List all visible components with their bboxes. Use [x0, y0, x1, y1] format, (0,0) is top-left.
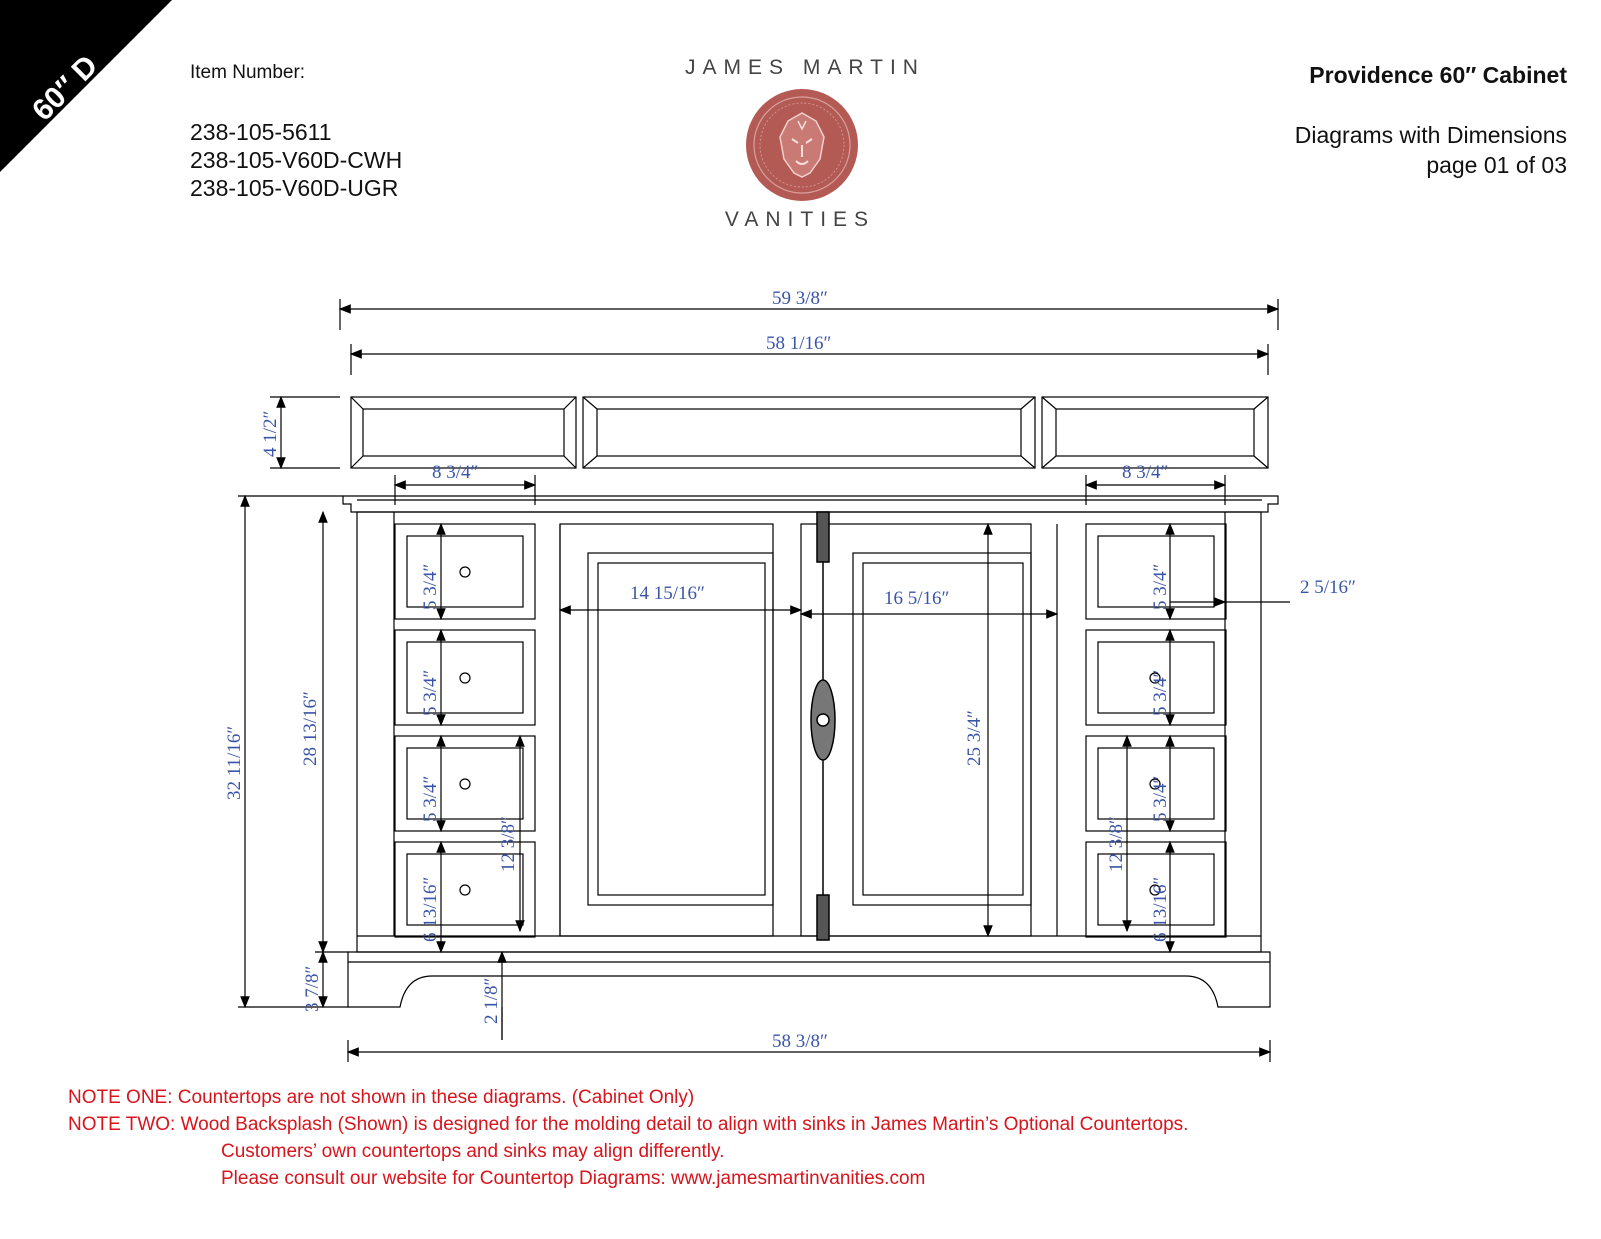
dim-backsplash-height: 4 1/2″ [260, 410, 281, 457]
dim-side-offset: 2 5/16″ [1300, 577, 1356, 598]
crown-molding [343, 496, 1278, 512]
dim-body-height: 28 13/16″ [300, 691, 321, 766]
dim-door-panel-height: 25 3/4″ [964, 710, 985, 766]
backsplash [351, 397, 1268, 468]
dim-drawer-height: 5 3/4″ [420, 669, 441, 716]
dim-right-door-width: 16 5/16″ [884, 588, 950, 609]
notes-block [68, 1084, 1188, 1192]
dim-left-door-width: 14 15/16″ [630, 583, 705, 604]
dim-overall-top-width: 59 3/8″ [772, 288, 828, 309]
dim-overall-height: 32 11/16″ [224, 725, 245, 800]
note-two: NOTE TWO: Wood Backsplash (Shown) is designed for the molding detail to align with sinks in James Martin’s Optional Countertops. [68, 1114, 1189, 1135]
dim-left-drawer-width: 8 3/4″ [432, 462, 479, 483]
brand-name: JAMES MARTIN [685, 56, 925, 79]
page-title: Providence 60″ Cabinet [1309, 62, 1567, 88]
center-door-hardware [811, 512, 835, 940]
left-drawer-stack [395, 524, 535, 937]
item-number: 238-105-V60D-CWH [190, 147, 403, 173]
dim-drawer-height: 5 3/4″ [420, 775, 441, 822]
dim-base-height: 3 7/8″ [302, 965, 323, 1012]
dim-drawer-column-height: 12 3/8″ [1106, 816, 1127, 872]
note-two-website: Please consult our website for Countertop Diagrams: www.jamesmartinvanities.com [221, 1168, 926, 1189]
dim-drawer-height: 5 3/4″ [1150, 563, 1171, 610]
subtitle-line: Diagrams with Dimensions [1294, 122, 1567, 148]
note-two-continued: Customers’ own countertops and sinks may align differently. [221, 1141, 725, 1162]
dim-base-width: 58 3/8″ [772, 1031, 828, 1052]
corner-tag-label: 60″ D [26, 49, 105, 128]
item-number: 238-105-V60D-UGR [190, 175, 399, 201]
dim-bottom-drawer-height: 6 13/16″ [1150, 876, 1171, 942]
cabinet-body [357, 512, 1261, 952]
right-door [801, 524, 1057, 936]
item-number-label: Item Number: [190, 62, 306, 83]
dim-drawer-height: 5 3/4″ [420, 563, 441, 610]
dim-backsplash-width: 58 1/16″ [766, 333, 832, 354]
page-indicator: page 01 of 03 [1426, 152, 1567, 178]
brand-subtitle: VANITIES [724, 208, 876, 231]
dim-drawer-height: 5 3/4″ [1150, 669, 1171, 716]
dim-right-drawer-width: 8 3/4″ [1122, 462, 1169, 483]
dim-drawer-column-height: 12 3/8″ [498, 816, 519, 872]
dim-bottom-drawer-height: 6 13/16″ [420, 876, 441, 942]
dim-toe-kick-height: 2 1/8″ [481, 977, 502, 1024]
item-number: 238-105-5611 [190, 119, 332, 145]
note-one: NOTE ONE: Countertops are not shown in these diagrams. (Cabinet Only) [68, 1087, 695, 1108]
dim-drawer-height: 5 3/4″ [1150, 775, 1171, 822]
